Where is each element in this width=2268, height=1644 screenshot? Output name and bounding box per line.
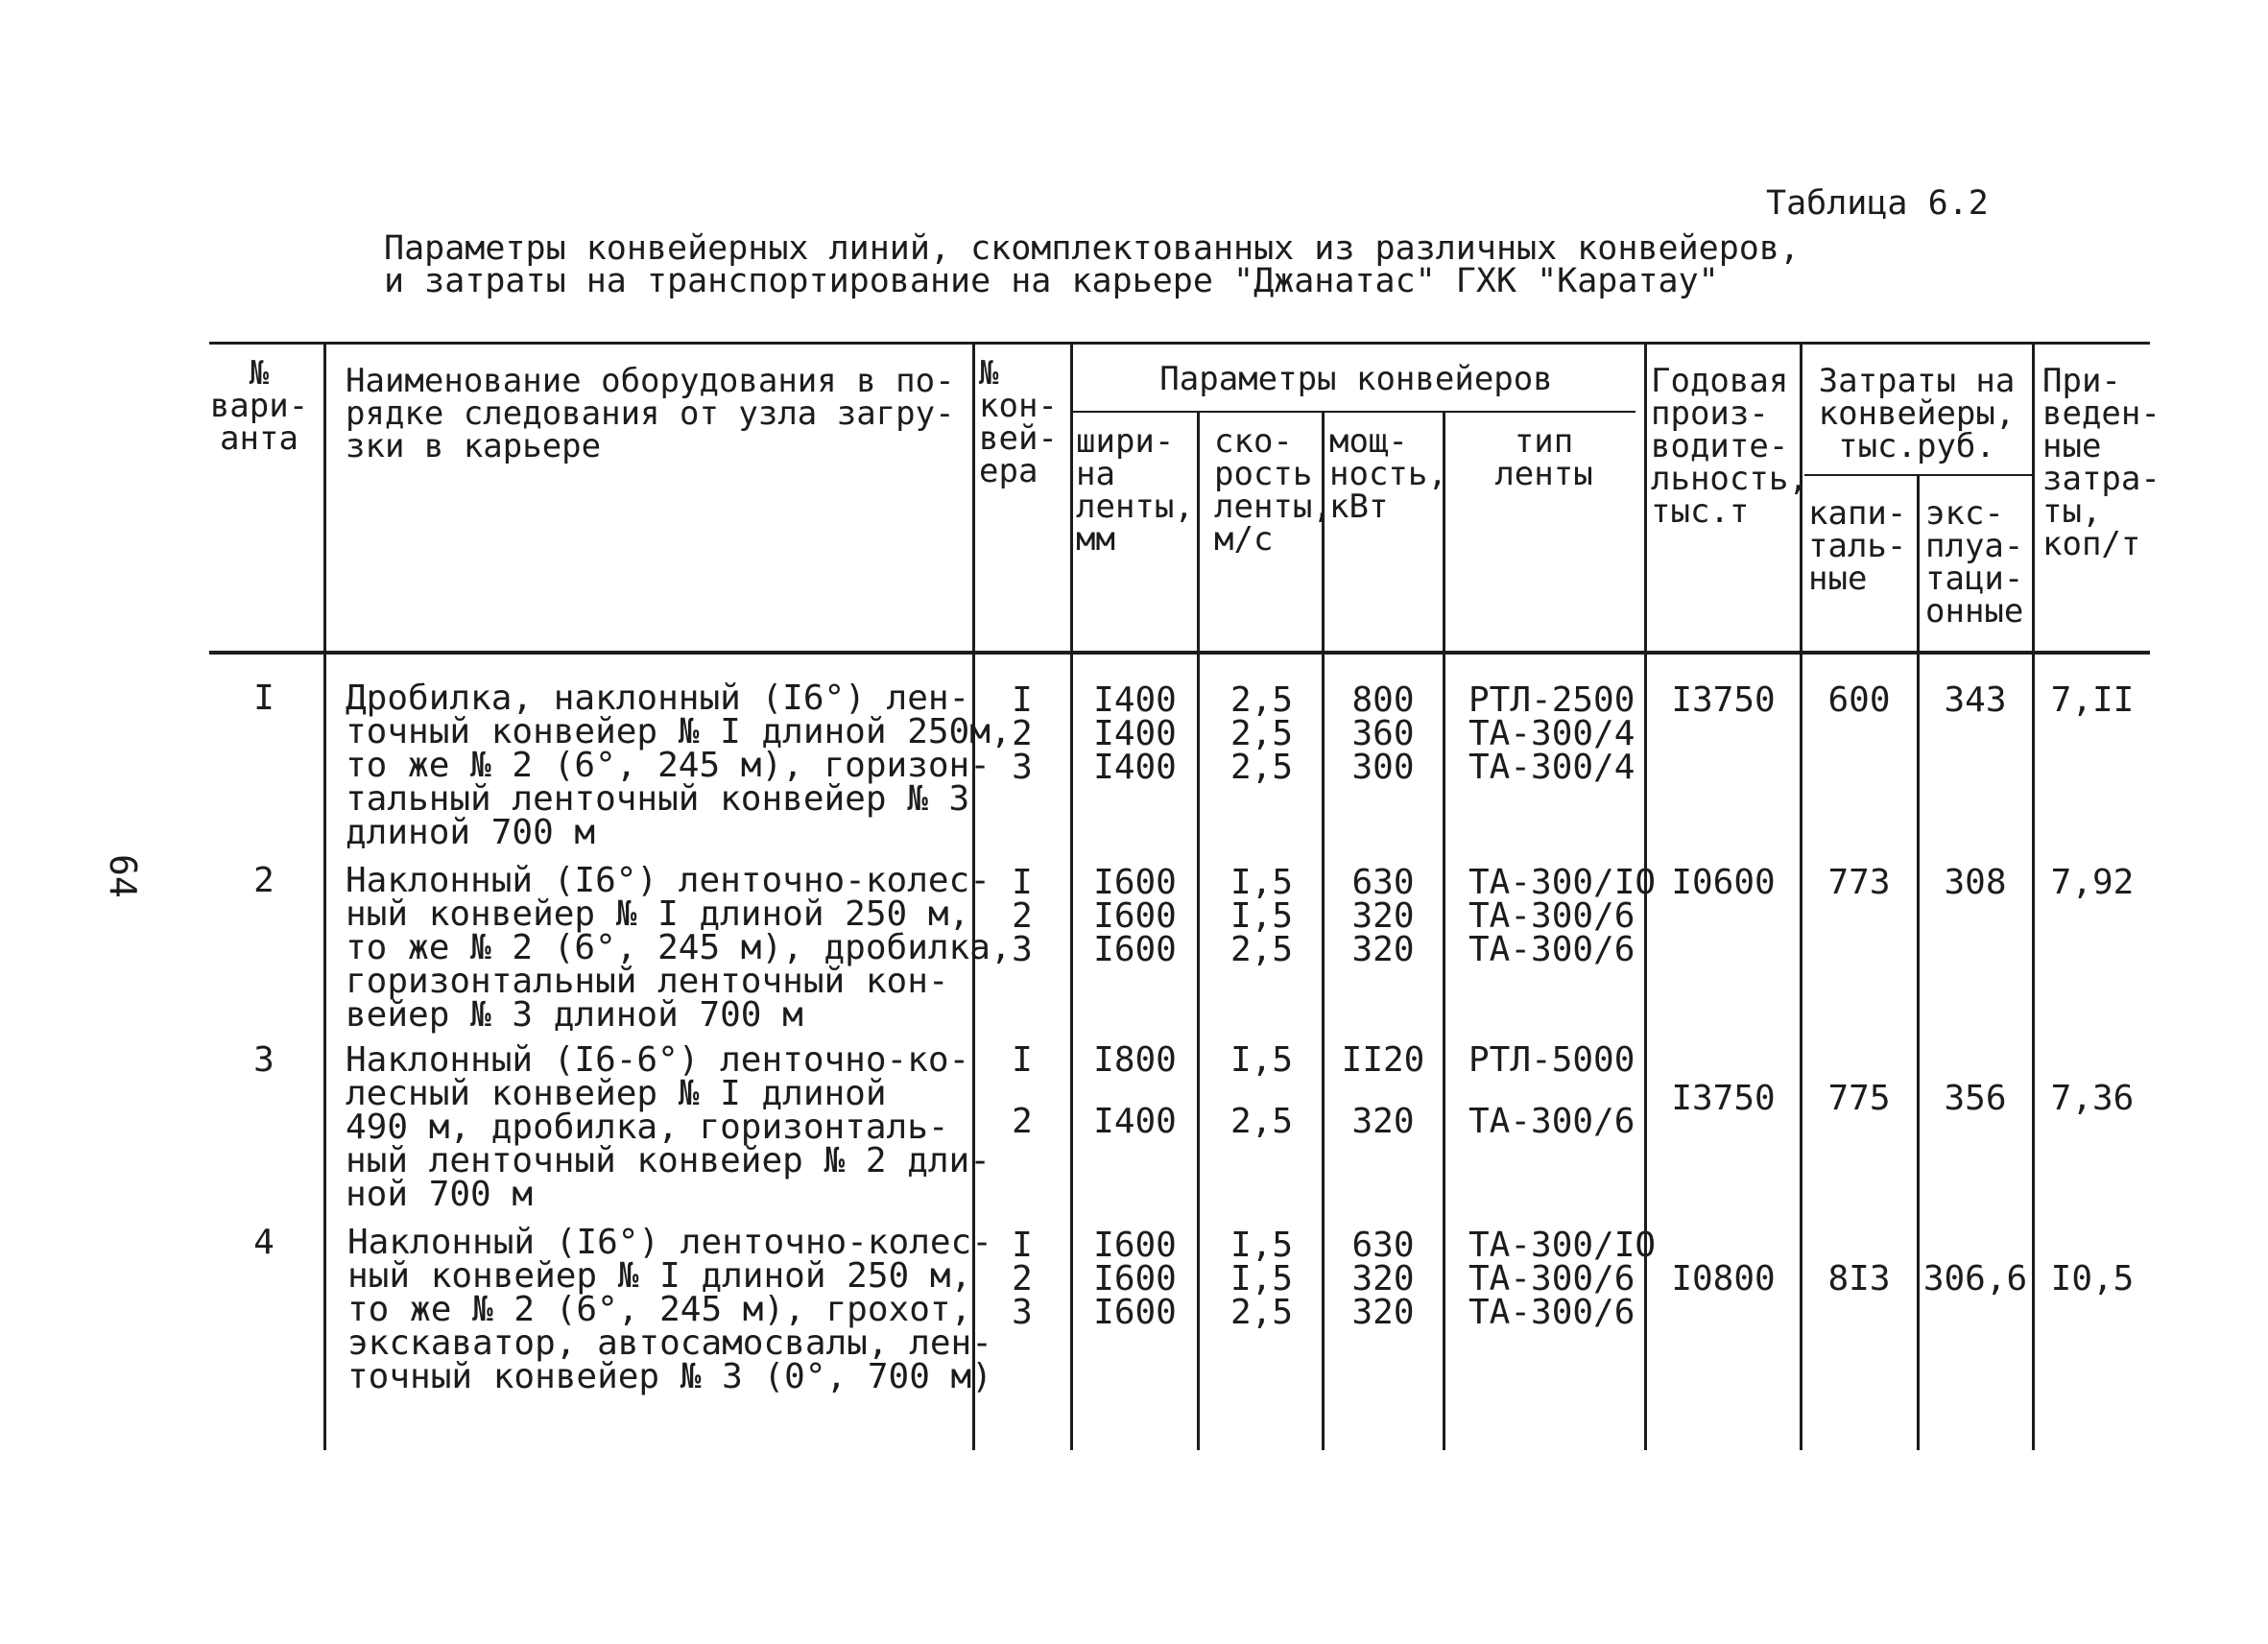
row-capital-costs: 600 (1827, 680, 1891, 720)
header-operating: экс- плуа- таци- онные (1925, 494, 2024, 631)
row-variant: 4 (253, 1223, 275, 1262)
row-annual-output: I3750 (1671, 1079, 1776, 1118)
row-conveyor-numbers: I 2 (1012, 1040, 1033, 1141)
row-reduced-costs: I0,5 (2050, 1259, 2135, 1299)
row-annual-output: I0800 (1671, 1259, 1776, 1299)
row-operating-costs: 356 (1944, 1079, 2007, 1118)
row-conveyor-numbers: I 2 3 (1012, 863, 1033, 969)
row-conveyor-numbers: I 2 3 (1012, 680, 1033, 787)
row-conveyor-numbers: I 2 3 (1012, 1226, 1033, 1332)
row-power: 800 360 300 (1351, 680, 1415, 787)
caption-line-1: Параметры конвейерных линий, скомплектованных из различных конвейеров, (384, 229, 1801, 268)
row-power: II20 320 (1341, 1040, 1425, 1141)
header-equipment: Наименование оборудования в по- рядке следования от узла загру- зки в карьере (346, 362, 955, 465)
row-annual-output: I0600 (1671, 863, 1776, 902)
row-equipment: Дробилка, наклонный (I6°) лен- точный конвейер № I длиной 250м, то же № 2 (6°, 245 м), горизон- тальный ленточный конвейер № 3 длиной 700 м (346, 679, 1012, 852)
row-belt-type: ТА-300/IO ТА-300/6 ТА-300/6 (1468, 1226, 1657, 1332)
row-belt-type: РТЛ-2500 ТА-300/4 ТА-300/4 (1468, 680, 1635, 787)
header-params-group: Параметры конвейеров (1159, 360, 1553, 398)
row-belt-speed: I,5 I,5 2,5 (1229, 1226, 1294, 1332)
header-belt-type: тип ленты (1494, 422, 1593, 493)
table-label: Таблица 6.2 (1766, 184, 1989, 223)
row-operating-costs: 343 (1944, 680, 2007, 720)
row-variant: 2 (253, 861, 275, 900)
row-variant: I (253, 679, 275, 718)
col-divider-3 (1070, 342, 1073, 1450)
row-belt-width: I600 I600 I600 (1093, 863, 1177, 969)
row-variant: 3 (253, 1040, 275, 1080)
row-belt-width: I600 I600 I600 (1093, 1226, 1177, 1332)
col-divider-1 (323, 342, 326, 1450)
table-top-rule (209, 342, 2150, 345)
row-annual-output: I3750 (1671, 680, 1776, 720)
header-capital: капи- таль- ные (1808, 494, 1907, 598)
row-power: 630 320 320 (1351, 1226, 1415, 1332)
caption-line-2: и затраты на транспортирование на карьере "Джанатас" ГХК "Каратау" (384, 262, 1719, 300)
row-equipment: Наклонный (I6°) ленточно-колес- ный конвейер № I длиной 250 м, то же № 2 (6°, 245 м), грохот, экскаватор, автосамосвалы, лен- точный конвейер № 3 (0°, 700 м) (347, 1223, 992, 1396)
header-costs-group: Затраты на конвейеры, тыс.руб. (1818, 362, 2016, 465)
table-caption (384, 226, 1800, 303)
row-capital-costs: 8I3 (1827, 1259, 1891, 1299)
col-divider-4 (1197, 413, 1200, 1450)
row-power: 630 320 320 (1351, 863, 1415, 969)
row-reduced-costs: 7,II (2050, 680, 2135, 720)
header-bottom-rule (209, 651, 2150, 655)
row-equipment: Наклонный (I6-6°) ленточно-ко- лесный конвейер № I длиной 490 м, дробилка, горизонталь- ный ленточный конвейер № 2 дли- ной 700 м (346, 1040, 991, 1214)
row-reduced-costs: 7,92 (2050, 863, 2135, 902)
header-reduced-costs: При- веден- ные затра- ты, коп/т (2042, 362, 2161, 563)
col-divider-9 (1917, 476, 1920, 1450)
header-variant-no: № вари- анта (209, 354, 309, 458)
row-belt-width: I800 I400 (1093, 1040, 1177, 1141)
row-belt-width: I400 I400 I400 (1093, 680, 1177, 787)
header-power: мощ- ность, кВт (1329, 422, 1447, 526)
row-belt-type: ТА-300/IO ТА-300/6 ТА-300/6 (1468, 863, 1657, 969)
row-belt-speed: I,5 I,5 2,5 (1229, 863, 1294, 969)
col-divider-6 (1443, 413, 1445, 1450)
header-conveyor-no: № кон- вей- ера (979, 354, 1058, 490)
row-capital-costs: 775 (1827, 1079, 1891, 1118)
header-belt-width: шири- на ленты, мм (1076, 422, 1194, 559)
row-belt-speed: I,5 2,5 (1229, 1040, 1294, 1141)
header-belt-speed: ско- рость ленты, м/с (1214, 422, 1332, 559)
row-belt-speed: 2,5 2,5 2,5 (1229, 680, 1294, 787)
params-group-rule (1073, 411, 1635, 413)
row-operating-costs: 308 (1944, 863, 2007, 902)
row-equipment: Наклонный (I6°) ленточно-колес- ный конвейер № I длиной 250 м, то же № 2 (6°, 245 м), дробилка, горизонтальный ленточный кон- вейер № 3 длиной 700 м (346, 861, 1012, 1035)
page-number: 64 (102, 854, 144, 898)
row-belt-type: РТЛ-5000 ТА-300/6 (1468, 1040, 1635, 1141)
row-capital-costs: 773 (1827, 863, 1891, 902)
row-operating-costs: 306,6 (1922, 1259, 2028, 1299)
header-annual-output: Годовая произ- водите- льность, тыс.т (1651, 362, 1808, 531)
row-reduced-costs: 7,36 (2050, 1079, 2135, 1118)
